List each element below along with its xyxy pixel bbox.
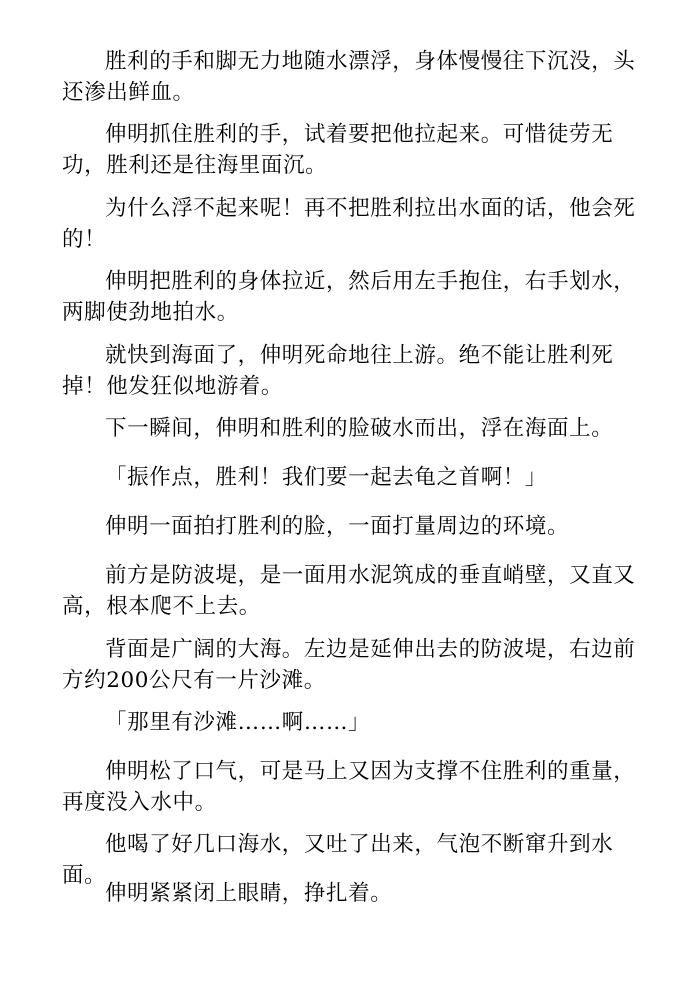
paragraph-14: 伸明紧紧闭上眼睛，挣扎着。 <box>105 881 393 906</box>
paragraph-3: 为什么浮不起来呢！再不把胜利拉出水面的话，他会死的！ <box>62 196 636 252</box>
paragraph-11: 「那里有沙滩……啊……」 <box>105 710 371 735</box>
paragraph-2: 伸明抓住胜利的手，试着要把他拉起来。可惜徒劳无功，胜利还是往海里面沉。 <box>62 122 614 178</box>
paragraph-7: 「振作点，胜利！我们要一起去龟之首啊！」 <box>105 465 548 490</box>
paragraph-9: 前方是防波堤，是一面用水泥筑成的垂直峭壁，又直又高，根本爬不上去。 <box>62 563 636 619</box>
paragraph-10: 背面是广阔的大海。左边是延伸出去的防波堤，右边前方约200公尺有一片沙滩。 <box>62 637 636 693</box>
paragraph-12: 伸明松了口气，可是马上又因为支撑不住胜利的重量，再度没入水中。 <box>62 759 636 815</box>
paragraph-4: 伸明把胜利的身体拉近，然后用左手抱住，右手划水，两脚使劲地拍水。 <box>62 269 636 325</box>
paragraph-6: 下一瞬间，伸明和胜利的脸破水而出，浮在海面上。 <box>105 416 614 441</box>
paragraph-8: 伸明一面拍打胜利的脸，一面打量周边的环境。 <box>105 514 570 539</box>
paragraph-5: 就快到海面了，伸明死命地往上游。绝不能让胜利死掉！他发狂似地游着。 <box>62 343 614 399</box>
paragraph-1: 胜利的手和脚无力地随水漂浮，身体慢慢往下沉没，头还渗出鲜血。 <box>62 49 636 105</box>
paragraph-13: 他喝了好几口海水，又吐了出来，气泡不断窜升到水面。 <box>62 832 614 888</box>
